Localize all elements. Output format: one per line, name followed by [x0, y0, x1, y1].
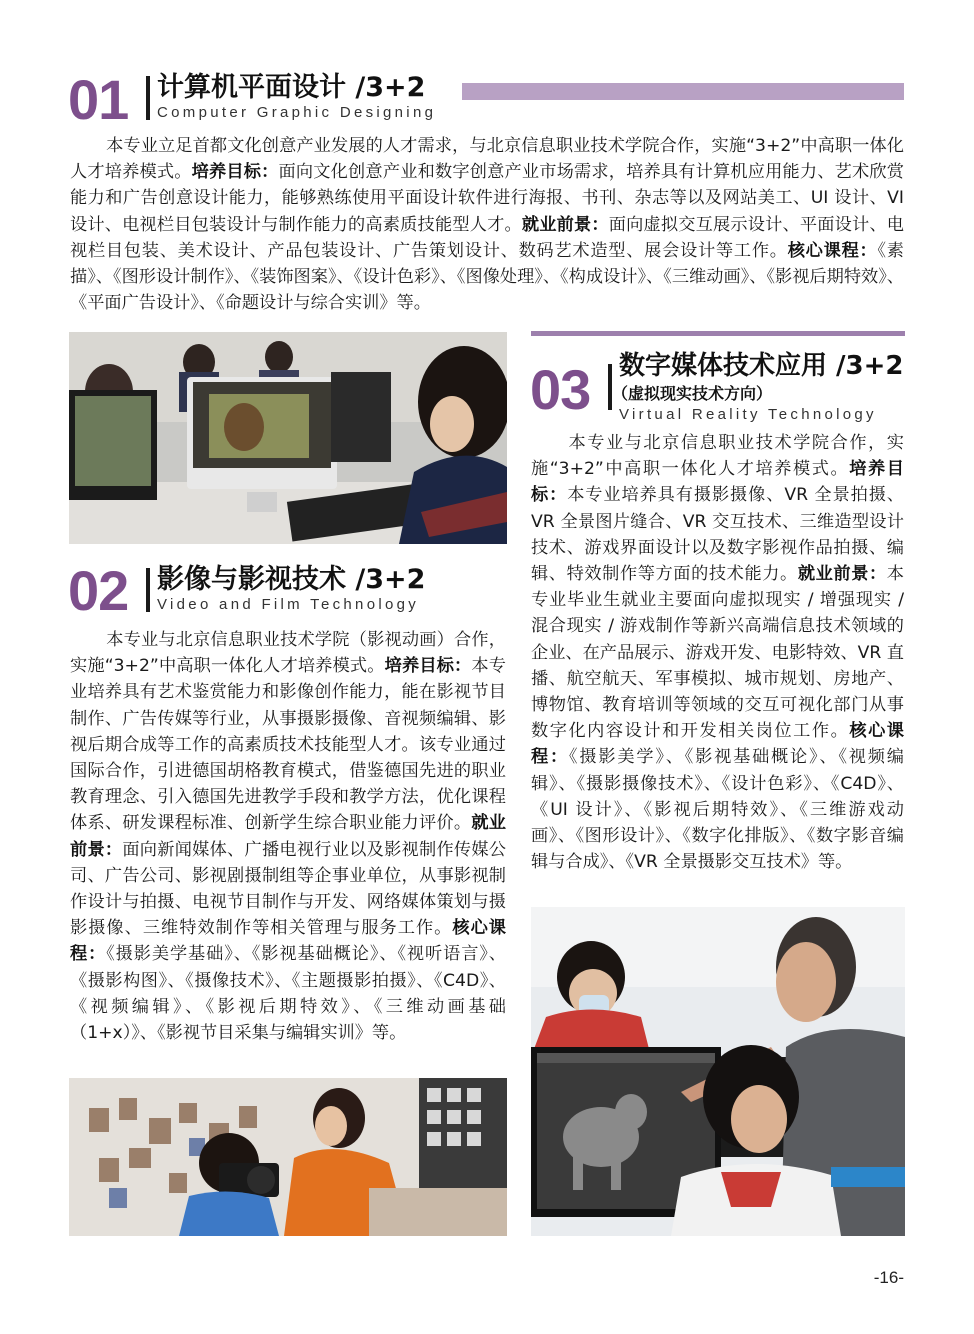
section2-description: 本专业与北京信息职业技术学院（影视动画）合作，实施“3+2”中高职一体化人才培养模式。培养目标：本专业培养具有艺术鉴赏能力和影像创作能力，能在影视节目制作、广告传媒等行业，从事摄影摄像、音视频编辑、影视后期合成等工作的高素质技术技能型人才。该专业通过国际合作，引进德国胡格教育模式，借鉴德国先进的职业教育理念、引入德国先进教学手段和教学方法，优化课程体系、研发课程标准、创新学生综合职业能力评价。就业前景：面向新闻媒体、广播电视行业以及影视制作传媒公司、广告公司、影视剧摄制组等企事业单位，从事影视制作设计与拍摄、电视节目制作与开发、网络媒体策划与摄影摄像、三维特效制作等相关管理与服务工作。核心课程：《摄影美学基础》、《影视基础概论》、《视听语言》、《摄影构图》、《摄像技术》、《主题摄影拍摄》、《C4D》、《视频编辑》、《影视后期特效》、《三维动画基础（1+x）》、《影视节目采集与编辑实训》等。 — [70, 630, 506, 1044]
section-title: 影像与影视技术 /3+2 — [157, 564, 426, 595]
section-subtitle: Virtual Reality Technology — [619, 406, 877, 423]
section3-description: 本专业与北京信息职业技术学院合作，实施“3+2”中高职一体化人才培养模式。培养目标：本专业培养具有摄影摄像、VR 全景拍摄、VR 全景图片缝合、VR 交互技术、三维造型设计技术、游戏界面设计以及数字影视作品拍摄、编辑、特效制作等方面的技术能力。就业前景：本专业毕业生就业主要面向虚拟现实 / 增强现实 / 混合现实 / 游戏制作等新兴高端信息技术领域的企业、在产品展示、游戏开发、电影特效、VR 直播、航空航天、军事模拟、城市规划、房地产、博物馆、教育培训等领域的交互可视化部门从事数字化内容设计和开发相关岗位工作。核心课程：《摄影美学》、《影视基础概论》、《视频编辑》、《摄影摄像技术》、《设计色彩》、《C4D》、《UI 设计》、《影视后期特效》、《三维游戏动画》、《图形设计》、《数字化排版》、《数字影音编辑与合成》、《VR 全景摄影交互技术》等。 — [531, 433, 904, 873]
heading-divider — [146, 76, 150, 120]
heading-accent-bar — [462, 83, 904, 100]
section-number: 02 — [68, 559, 129, 622]
heading-divider — [146, 568, 150, 612]
section-subtitle: Computer Graphic Designing — [157, 104, 437, 121]
section-subtitle: Video and Film Technology — [157, 596, 420, 613]
section-number: 01 — [68, 68, 129, 131]
photography-photo — [69, 1078, 507, 1236]
classroom-photo — [69, 332, 507, 544]
section-title: 数字媒体技术应用 /3+2 — [619, 351, 904, 381]
section-title: 计算机平面设计 /3+2 — [157, 72, 426, 103]
section-subtitle-cn: （虚拟现实技术方向） — [612, 384, 773, 403]
section1-description: 本专业立足首都文化创意产业发展的人才需求，与北京信息职业技术学院合作，实施“3+2”中高职一体化人才培养模式。培养目标：面向文化创意产业和数字创意产业市场需求，培养具有计算机应用能力、艺术欣赏能力和广告创意设计能力，能够熟练使用平面设计软件进行海报、书刊、杂志等以及网站美工、UI 设计、VI 设计、电视栏目包装设计与制作能力的高素质技能型人才。就业前景：面向虚拟交互展示设计、平面设计、电视栏目包装、美术设计、产品包装设计、广告策划设计、数码艺术造型、展会设计等工作。核心课程：《素描》、《图形设计制作》、《装饰图案》、《设计色彩》、《图像处理》、《构成设计》、《三维动画》、《影视后期特效》、《平面广告设计》、《命题设计与综合实训》等。 — [70, 136, 904, 314]
modeling-photo — [531, 907, 905, 1236]
heading-accent-bar — [531, 331, 905, 336]
section-number: 03 — [530, 358, 591, 421]
page-number: -16- — [873, 1268, 904, 1287]
